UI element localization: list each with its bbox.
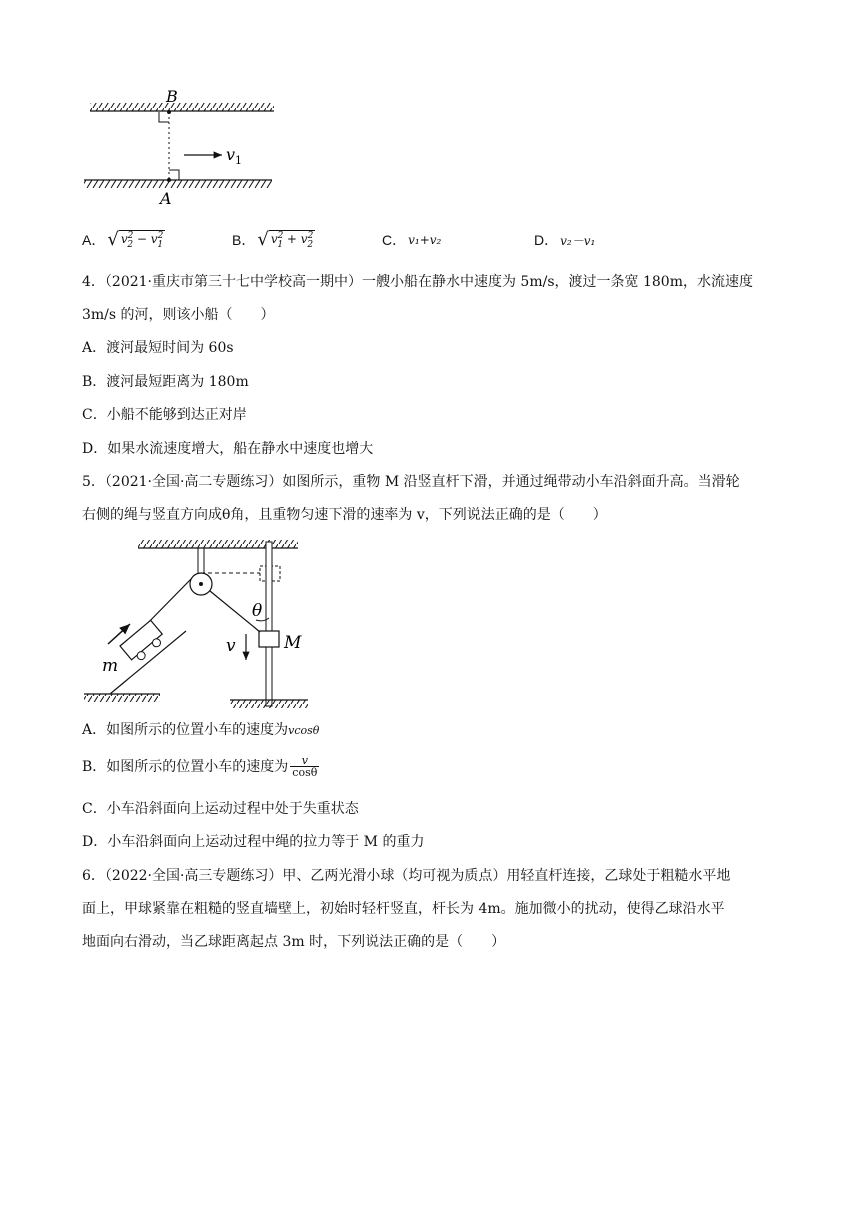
top-bank-hatching [90,103,274,111]
fraction: $\frac{v}{\cos\theta}$ [292,754,318,779]
sqrt-expression: √ $v^2_2 - v^2_1$ [107,228,164,250]
label-b: B [166,87,178,106]
label-theta: θ [252,601,263,621]
label-v: v [226,636,236,656]
q4-stem-line-1: 4．（2021·重庆市第三十七中学校高一期中）一艘小船在静水中速度为 5m/s，渡过一条宽 180m，水流速度 [82,274,753,290]
label-big-m: M [284,633,302,653]
vertical-rod [266,542,272,706]
q6-stem-line-2: 面上，甲球紧靠在粗糙的竖直墙壁上，初始时轻杆竖直，杆长为 4m。施加微小的扰动，使得乙球沿水平 [82,901,725,917]
q3-option-b[interactable]: B． √ $v^2_1 + v^2_2$ [232,228,314,250]
q5-stem-line-2: 右侧的绳与竖直方向成θ角，且重物匀速下滑的速率为 v，下列说法正确的是（ ） [82,507,607,523]
q3-option-c[interactable]: C． v₁+v₂ [382,232,442,248]
q6-stem-line-3: 地面向右滑动，当乙球距离起点 3m 时，下列说法正确的是（ ） [82,934,506,950]
q5-option-d[interactable]: D．小车沿斜面向上运动过程中绳的拉力等于 M 的重力 [82,834,425,850]
river-crossing-figure [80,84,280,214]
q6-stem-line-1: 6．（2022·全国·高三专题练习）甲、乙两光滑小球（均可视为质点）用轻直杆连接，乙球处于粗糙水平地 [82,868,731,884]
bottom-bank-hatching [84,180,272,188]
right-angle-mark-a [169,170,179,180]
label-v1: $v_1$ [226,145,243,167]
q5-option-a[interactable]: A．如图所示的位置小车的速度为vcosθ [82,722,320,738]
q4-option-a[interactable]: A．渡河最短时间为 60s [82,340,234,356]
q3-options [82,230,782,254]
q4-option-b[interactable]: B．渡河最短距离为 180m [82,374,249,390]
q5-option-b[interactable]: B．如图所示的位置小车的速度为 $\frac{v}{\cos\theta}$ [82,754,318,779]
block-m [259,631,279,647]
sqrt-expression: √ $v^2_1 + v^2_2$ [257,228,314,250]
q4-option-c[interactable]: C．小船不能够到达正对岸 [82,407,247,423]
q5-option-c[interactable]: C．小车沿斜面向上运动过程中处于失重状态 [82,801,359,817]
point-b [167,110,171,114]
right-angle-mark-b [159,112,169,122]
q3-option-d[interactable]: D． v₂－v₁ [534,232,596,248]
label-small-m: m [102,656,119,676]
label-a: A [160,189,172,208]
point-a [167,178,171,182]
q4-stem-line-2: 3m/s 的河，则该小船（ ） [82,307,275,323]
q4-option-d[interactable]: D．如果水流速度增大，船在静水中速度也增大 [82,441,374,457]
ceiling-hatching [138,540,298,548]
q5-stem-line-1: 5．（2021·全国·高二专题练习）如图所示，重物 M 沿竖直杆下滑，并通过绳带动小车沿斜面升高。当滑轮 [82,474,740,490]
q3-option-a[interactable]: A． √ $v^2_2 - v^2_1$ [82,228,164,250]
pulley-incline-figure [80,536,340,712]
